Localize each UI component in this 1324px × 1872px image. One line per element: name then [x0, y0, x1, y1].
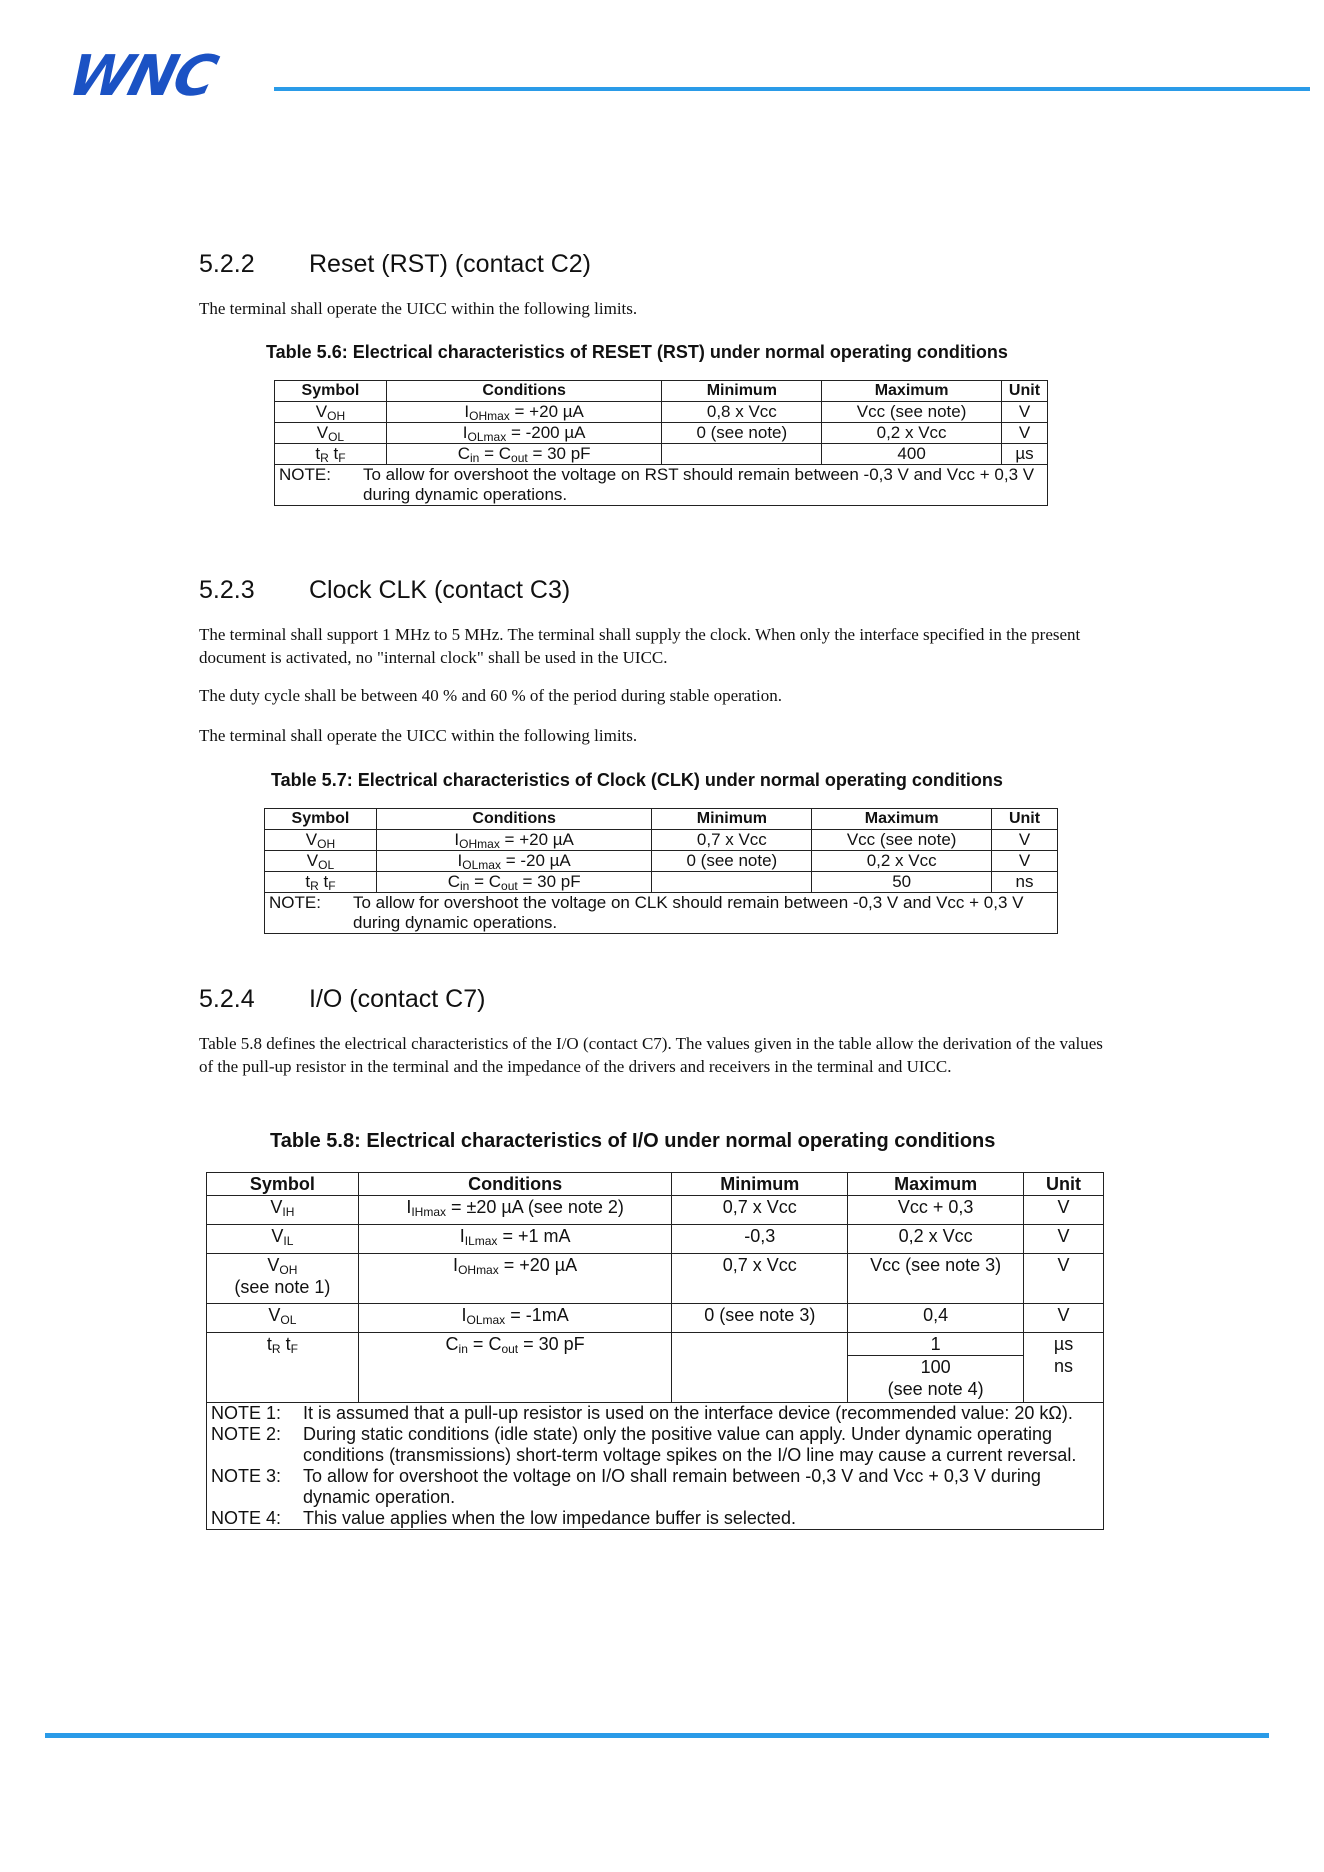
col-symbol: Symbol: [207, 1173, 359, 1196]
table-row: [265, 872, 1058, 893]
note-text: To allow for overshoot the voltage on CLK should remain between -0,3 V and Vcc + 0,3 V during dynamic operations.: [353, 893, 1024, 932]
section-number: 5.2.3: [199, 576, 255, 604]
symbol-note: (see note 1): [234, 1277, 331, 1297]
paragraph: The terminal shall operate the UICC within the following limits.: [199, 299, 638, 318]
section-heading-5-2-4: [199, 985, 485, 1014]
unit-cell: V: [1001, 402, 1047, 423]
section-number: 5.2.2: [199, 250, 255, 278]
table-header-row: [265, 809, 1058, 830]
section-title: Clock CLK (contact C3): [309, 576, 571, 604]
note-text: It is assumed that a pull-up resistor is used on the interface device (recommended value: 20 kΩ).: [303, 1403, 1073, 1423]
paragraph: Table 5.8 defines the electrical characteristics of the I/O (contact C7). The values given in the table allow the derivation of the values of the pull-up resistor in the terminal and the impedance of the drivers and receivers in the terminal and UICC.: [199, 1034, 1103, 1076]
col-unit: Unit: [992, 809, 1058, 830]
symbol-cell: $V_{OL}$: [275, 423, 387, 444]
maximum-cell: 50: [812, 872, 992, 893]
note-label: NOTE 4:: [211, 1508, 282, 1528]
section-heading-5-2-3: [199, 576, 570, 605]
note-label: NOTE:: [269, 893, 321, 912]
col-minimum: Minimum: [652, 809, 812, 830]
maximum-cell: [848, 1333, 1024, 1403]
minimum-cell: [652, 872, 812, 893]
minimum-cell: 0 (see note): [652, 851, 812, 872]
maximum-value: 1: [848, 1333, 1023, 1356]
unit-cell: ns: [992, 872, 1058, 893]
table-header-row: [275, 381, 1048, 402]
section-number: 5.2.4: [199, 985, 255, 1013]
col-minimum: Minimum: [672, 1173, 848, 1196]
col-symbol: Symbol: [275, 381, 387, 402]
maximum-cell: Vcc (see note): [812, 830, 992, 851]
table-caption-5-8: Table 5.8: Electrical characteristics of I/O under normal operating conditions: [270, 1130, 996, 1152]
section-heading-5-2-2: [199, 250, 591, 279]
minimum-cell: 0,7 x Vcc: [652, 830, 812, 851]
table-row: [207, 1254, 1104, 1304]
unit-cell: V: [1024, 1304, 1104, 1333]
header-rule: [274, 87, 1310, 91]
symbol-cell: $V_{OH}$: [265, 830, 377, 851]
table-row: [207, 1225, 1104, 1254]
col-unit: Unit: [1024, 1173, 1104, 1196]
symbol-cell: $t_R$ $t_F$: [265, 872, 377, 893]
conditions-cell: $C_{in} = C_{out} = 30$ pF: [358, 1333, 672, 1403]
conditions-cell: $I_{OLmax} = -200$ µA: [386, 423, 662, 444]
unit-cell: V: [1024, 1196, 1104, 1225]
minimum-cell: 0,7 x Vcc: [672, 1196, 848, 1225]
minimum-cell: 0 (see note): [662, 423, 822, 444]
note-label: NOTE 3:: [211, 1466, 282, 1486]
symbol-cell: $V_{IL}$: [207, 1225, 359, 1254]
note-label: NOTE 1:: [211, 1403, 282, 1423]
symbol-cell: $V_{OH}$: [275, 402, 387, 423]
table-row: [207, 1196, 1104, 1225]
col-conditions: Conditions: [386, 381, 662, 402]
table-row: [207, 1304, 1104, 1333]
table-row: [275, 444, 1048, 465]
conditions-cell: $I_{IHmax} = \pm 20$ µA (see note 2): [358, 1196, 672, 1225]
paragraph: The duty cycle shall be between 40 % and 60 % of the period during stable operation.: [199, 686, 783, 705]
table-5-6: [274, 380, 1048, 506]
maximum-cell: 0,2 x Vcc: [822, 423, 1002, 444]
conditions-cell: $I_{OHmax} = +20$ µA: [376, 830, 652, 851]
symbol-cell: $V_{OL}$: [207, 1304, 359, 1333]
maximum-cell: Vcc + 0,3: [848, 1196, 1024, 1225]
note-cell: [275, 465, 1048, 506]
table-note-row: [207, 1403, 1104, 1530]
maximum-cell: 0,4: [848, 1304, 1024, 1333]
minimum-cell: [662, 444, 822, 465]
table-5-8: [206, 1172, 1104, 1530]
minimum-cell: 0 (see note 3): [672, 1304, 848, 1333]
table-caption-5-7: Table 5.7: Electrical characteristics of Clock (CLK) under normal operating conditions: [271, 770, 1003, 790]
section-title: Reset (RST) (contact C2): [309, 250, 592, 278]
section-title: I/O (contact C7): [309, 985, 486, 1013]
minimum-cell: -0,3: [672, 1225, 848, 1254]
unit-cell: V: [992, 830, 1058, 851]
symbol-cell: $V_{OL}$: [265, 851, 377, 872]
symbol-cell: $t_R$ $t_F$: [207, 1333, 359, 1403]
conditions-cell: $C_{in} = C_{out} = 30$ pF: [386, 444, 662, 465]
col-symbol: Symbol: [265, 809, 377, 830]
table-row: [275, 402, 1048, 423]
paragraph: The terminal shall operate the UICC within the following limits.: [199, 726, 638, 745]
unit-cell: V: [1024, 1225, 1104, 1254]
maximum-note: (see note 4): [887, 1379, 984, 1399]
minimum-cell: 0,7 x Vcc: [672, 1254, 848, 1304]
table-note-row: [275, 465, 1048, 506]
table-row: [275, 423, 1048, 444]
conditions-cell: $I_{ILmax} = +1$ mA: [358, 1225, 672, 1254]
note-text: This value applies when the low impedance buffer is selected.: [303, 1508, 796, 1528]
col-minimum: Minimum: [662, 381, 822, 402]
footer-rule: [45, 1733, 1269, 1738]
note-text: To allow for overshoot the voltage on RST should remain between -0,3 V and Vcc + 0,3 V during dynamic operations.: [363, 465, 1035, 504]
minimum-cell: 0,8 x Vcc: [662, 402, 822, 423]
conditions-cell: $I_{OLmax} = -1mA$: [358, 1304, 672, 1333]
col-maximum: Maximum: [848, 1173, 1024, 1196]
conditions-cell: $C_{in} = C_{out} = 30$ pF: [376, 872, 652, 893]
symbol-cell: $t_R$ $t_F$: [275, 444, 387, 465]
col-maximum: Maximum: [812, 809, 992, 830]
maximum-cell: 0,2 x Vcc: [848, 1225, 1024, 1254]
conditions-cell: $I_{OHmax} = +20$ µA: [358, 1254, 672, 1304]
maximum-cell: 0,2 x Vcc: [812, 851, 992, 872]
maximum-cell: 400: [822, 444, 1002, 465]
paragraph: The terminal shall support 1 MHz to 5 MHz. The terminal shall supply the clock. When only the interface specified in the present document is activated, no "internal clock" shall be used in the UICC.: [199, 625, 1081, 667]
table-row: [207, 1333, 1104, 1403]
note-cell: [207, 1403, 1104, 1530]
col-conditions: Conditions: [358, 1173, 672, 1196]
conditions-cell: $I_{OLmax} = -20$ µA: [376, 851, 652, 872]
minimum-cell: [672, 1333, 848, 1403]
table-5-7: [264, 808, 1058, 934]
note-text: To allow for overshoot the voltage on I/O shall remain between -0,3 V and Vcc + 0,3 V during dynamic operation.: [303, 1466, 1041, 1507]
table-row: [265, 851, 1058, 872]
wnc-logo: WNC: [62, 44, 222, 109]
symbol-cell: $V_{IH}$: [207, 1196, 359, 1225]
maximum-cell: Vcc (see note 3): [848, 1254, 1024, 1304]
unit-cell: µs ns: [1024, 1333, 1104, 1403]
table-note-row: [265, 893, 1058, 934]
note-label: NOTE:: [279, 465, 331, 484]
note-cell: [265, 893, 1058, 934]
unit-cell: V: [1001, 423, 1047, 444]
maximum-cell: Vcc (see note): [822, 402, 1002, 423]
note-label: NOTE 2:: [211, 1424, 282, 1444]
note-text: During static conditions (idle state) only the positive value can apply. Under dynamic operating conditions (transmissions) short-term voltage spikes on the I/O line may cause a current reversal.: [303, 1424, 1077, 1465]
unit-cell: µs: [1001, 444, 1047, 465]
table-caption-5-6: Table 5.6: Electrical characteristics of RESET (RST) under normal operating conditions: [266, 342, 1008, 362]
unit-cell: V: [1024, 1254, 1104, 1304]
symbol-cell: $V_{OH}$ (see note 1): [207, 1254, 359, 1304]
col-maximum: Maximum: [822, 381, 1002, 402]
unit-cell: V: [992, 851, 1058, 872]
col-conditions: Conditions: [376, 809, 652, 830]
maximum-value: 100: [920, 1357, 951, 1377]
conditions-cell: $I_{OHmax} = +20$ µA: [386, 402, 662, 423]
table-row: [265, 830, 1058, 851]
table-header-row: [207, 1173, 1104, 1196]
col-unit: Unit: [1001, 381, 1047, 402]
